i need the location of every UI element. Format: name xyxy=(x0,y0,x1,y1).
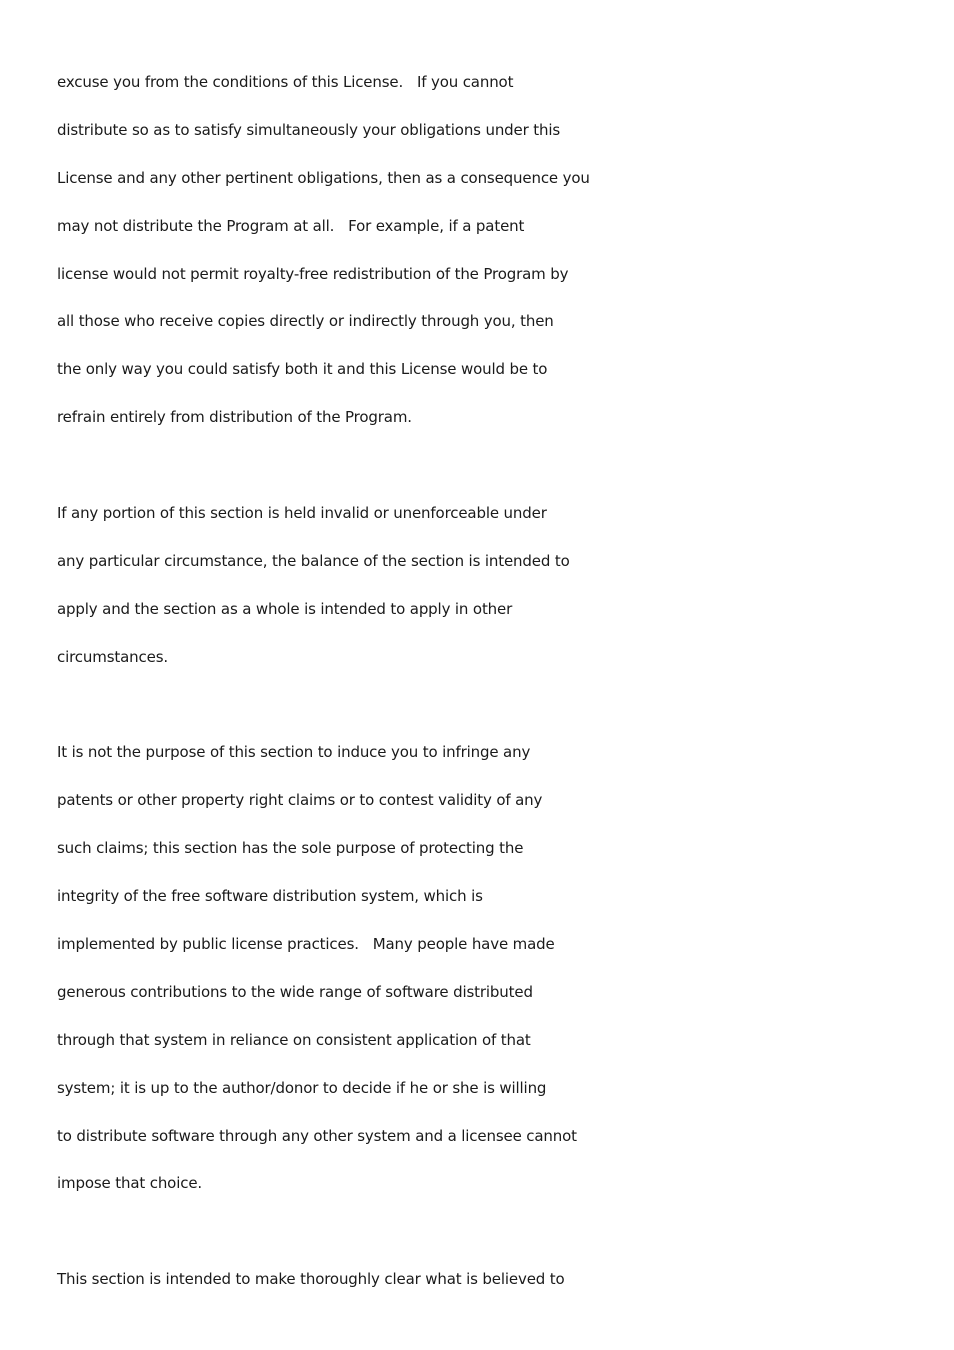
text-line: to distribute software through any other system and a licensee cannot xyxy=(57,1126,577,1145)
text-line: excuse you from the conditions of this License. If you cannot xyxy=(57,73,514,91)
text-line: integrity of the free software distribution system, which is xyxy=(57,887,483,906)
text-line: through that system in reliance on consistent application of that xyxy=(57,1030,531,1049)
text-line: If any portion of this section is held invalid or unenforceable under xyxy=(57,504,547,523)
document-page xyxy=(57,59,937,1304)
text-line: any particular circumstance, the balance of the section is intended to xyxy=(57,551,570,570)
text-line: license would not permit royalty-free redistribution of the Program by xyxy=(57,264,569,283)
paragraph-2 xyxy=(57,490,937,682)
paragraph-3 xyxy=(57,729,937,1208)
text-line: implemented by public license practices. Many people have made xyxy=(57,935,555,954)
text-line: This section is intended to make thoroughly clear what is believed to xyxy=(57,1270,565,1289)
paragraph-gap xyxy=(57,682,937,730)
text-line: system; it is up to the author/donor to decide if he or she is willing xyxy=(57,1078,547,1097)
text-line: distribute so as to satisfy simultaneously your obligations under this xyxy=(57,120,561,139)
paragraph-1 xyxy=(57,59,937,442)
text-line: License and any other pertinent obligations, then as a consequence you xyxy=(57,168,590,187)
paragraph-gap xyxy=(57,442,937,490)
text-line: apply and the section as a whole is intended to apply in other xyxy=(57,599,513,618)
text-line: It is not the purpose of this section to induce you to infringe any xyxy=(57,743,531,762)
text-line: patents or other property right claims or to contest validity of any xyxy=(57,791,543,810)
text-line: refrain entirely from distribution of the Program. xyxy=(57,408,412,427)
paragraph-4 xyxy=(57,1256,937,1304)
text-line: the only way you could satisfy both it and this License would be to xyxy=(57,360,548,379)
text-line: such claims; this section has the sole purpose of protecting the xyxy=(57,839,524,858)
text-line: impose that choice. xyxy=(57,1174,203,1193)
paragraph-gap xyxy=(57,1208,937,1256)
text-line: all those who receive copies directly or indirectly through you, then xyxy=(57,312,554,331)
text-line: circumstances. xyxy=(57,647,168,666)
text-line: may not distribute the Program at all. For example, if a patent xyxy=(57,216,525,235)
text-line: generous contributions to the wide range of software distributed xyxy=(57,982,533,1001)
